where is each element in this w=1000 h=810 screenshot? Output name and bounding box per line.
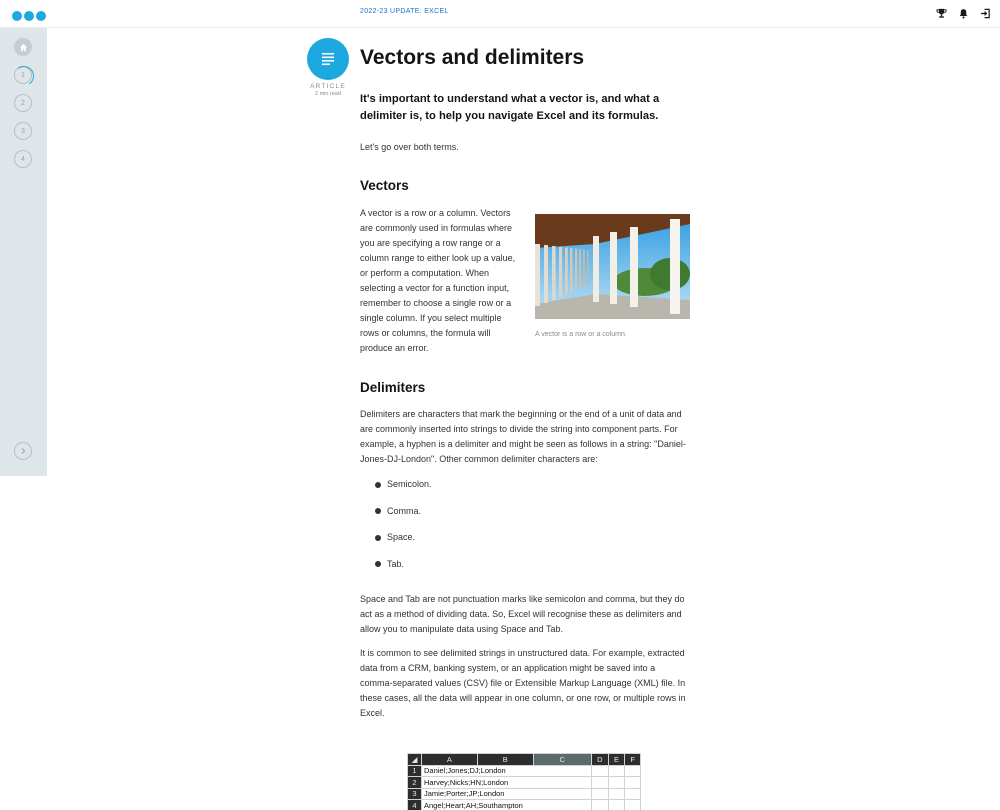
delimiters-heading: Delimiters xyxy=(360,380,426,395)
vectors-section xyxy=(360,206,690,356)
table-row xyxy=(408,777,641,789)
step-3-label: 3 xyxy=(21,127,25,135)
top-icons xyxy=(934,6,992,20)
list-item: Space. xyxy=(360,531,690,558)
column-header: B xyxy=(477,754,533,766)
read-time: 2 min read xyxy=(315,91,341,97)
column-header: D xyxy=(591,754,608,766)
trophy-icon[interactable] xyxy=(934,6,948,20)
select-all-corner: ◢ xyxy=(408,754,422,766)
exit-icon[interactable] xyxy=(978,6,992,20)
row-number: 4 xyxy=(408,800,422,810)
column-header: A xyxy=(422,754,478,766)
step-2[interactable] xyxy=(14,94,32,112)
delimited-strings-paragraph: It is common to see delimited strings in unstructured data. For example, extracted data from a CRM, banking system, or an application might be saved into a comma-separated values (CSV) file or Extensible Markup Language (XML) file. In these cases, all the data will appear in one column, or one row, or multiple rows in Excel. xyxy=(360,648,686,718)
app-logo[interactable] xyxy=(12,11,46,21)
step-2-label: 2 xyxy=(21,99,25,107)
lead-paragraph: It's important to understand what a vector is, and what a delimiter is, to help you navigate Excel and its formulas. xyxy=(360,93,660,122)
spreadsheet-header-row xyxy=(408,754,641,766)
space-tab-paragraph: Space and Tab are not punctuation marks like semicolon and comma, but they do act as a method of dividing data. So, Excel will recognise these as delimiters and allow you to manipulate data using Space and Tab. xyxy=(360,594,685,634)
cell: Daniel;Jones;DJ;London xyxy=(422,765,592,777)
home-icon xyxy=(19,43,28,52)
spreadsheet-image xyxy=(407,753,641,810)
home-button[interactable] xyxy=(14,38,32,56)
delimiters-paragraph: Delimiters are characters that mark the beginning or the end of a unit of data and are commonly inserted into strings to divide the string into component parts. For example, a hyphen is a delimiter and might be seen as follows in a string: "Daniel-Jones-DJ-London". Other common delimiter characters are: xyxy=(360,409,686,464)
breadcrumb[interactable]: 2022-23 UPDATE: EXCEL xyxy=(360,8,449,15)
step-1[interactable] xyxy=(14,66,32,84)
step-3[interactable] xyxy=(14,122,32,140)
column-header: F xyxy=(625,754,641,766)
cell: Jamie;Porter;JP;London xyxy=(422,788,592,800)
column-header: E xyxy=(608,754,624,766)
row-number: 2 xyxy=(408,777,422,789)
article-content xyxy=(360,44,690,721)
row-number: 3 xyxy=(408,788,422,800)
cell: Angel;Heart;AH;Southampton xyxy=(422,800,592,810)
vectors-paragraph: A vector is a row or a column. Vectors are commonly used in formulas where you are specifying a row range or a column range to either look up a value, or perform a computation. When selecting a vector for a function input, remember to choose a single row or a single column. If you select multiple rows or columns, the formula will produce an error. xyxy=(360,208,516,353)
table-row xyxy=(408,800,641,810)
article-type-label: ARTICLE xyxy=(310,83,346,90)
column-header: C xyxy=(533,754,591,766)
step-1-label: 1 xyxy=(21,71,25,79)
page-title: Vectors and delimiters xyxy=(360,46,585,69)
bell-icon[interactable] xyxy=(956,6,970,20)
document-icon xyxy=(320,51,336,67)
article-badge xyxy=(307,38,349,80)
intro-paragraph: Let's go over both terms. xyxy=(360,142,459,152)
chevron-right-icon xyxy=(19,447,27,455)
sidebar xyxy=(0,28,47,476)
vectors-figure xyxy=(535,214,690,356)
colonnade-image xyxy=(535,214,690,319)
list-item: Comma. xyxy=(360,505,690,532)
table-row xyxy=(408,765,641,777)
table-row xyxy=(408,788,641,800)
step-4-label: 4 xyxy=(21,155,25,163)
image-caption: A vector is a row or a column. xyxy=(535,331,627,338)
top-bar xyxy=(0,0,1000,28)
cell: Harvey;Nicks;HN;London xyxy=(422,777,592,789)
list-item: Semicolon. xyxy=(360,478,690,505)
vectors-heading: Vectors xyxy=(360,178,409,193)
row-number: 1 xyxy=(408,765,422,777)
expand-sidebar-button[interactable] xyxy=(14,442,32,460)
step-4[interactable] xyxy=(14,150,32,168)
list-item: Tab. xyxy=(360,558,690,585)
delimiter-list xyxy=(360,478,690,584)
